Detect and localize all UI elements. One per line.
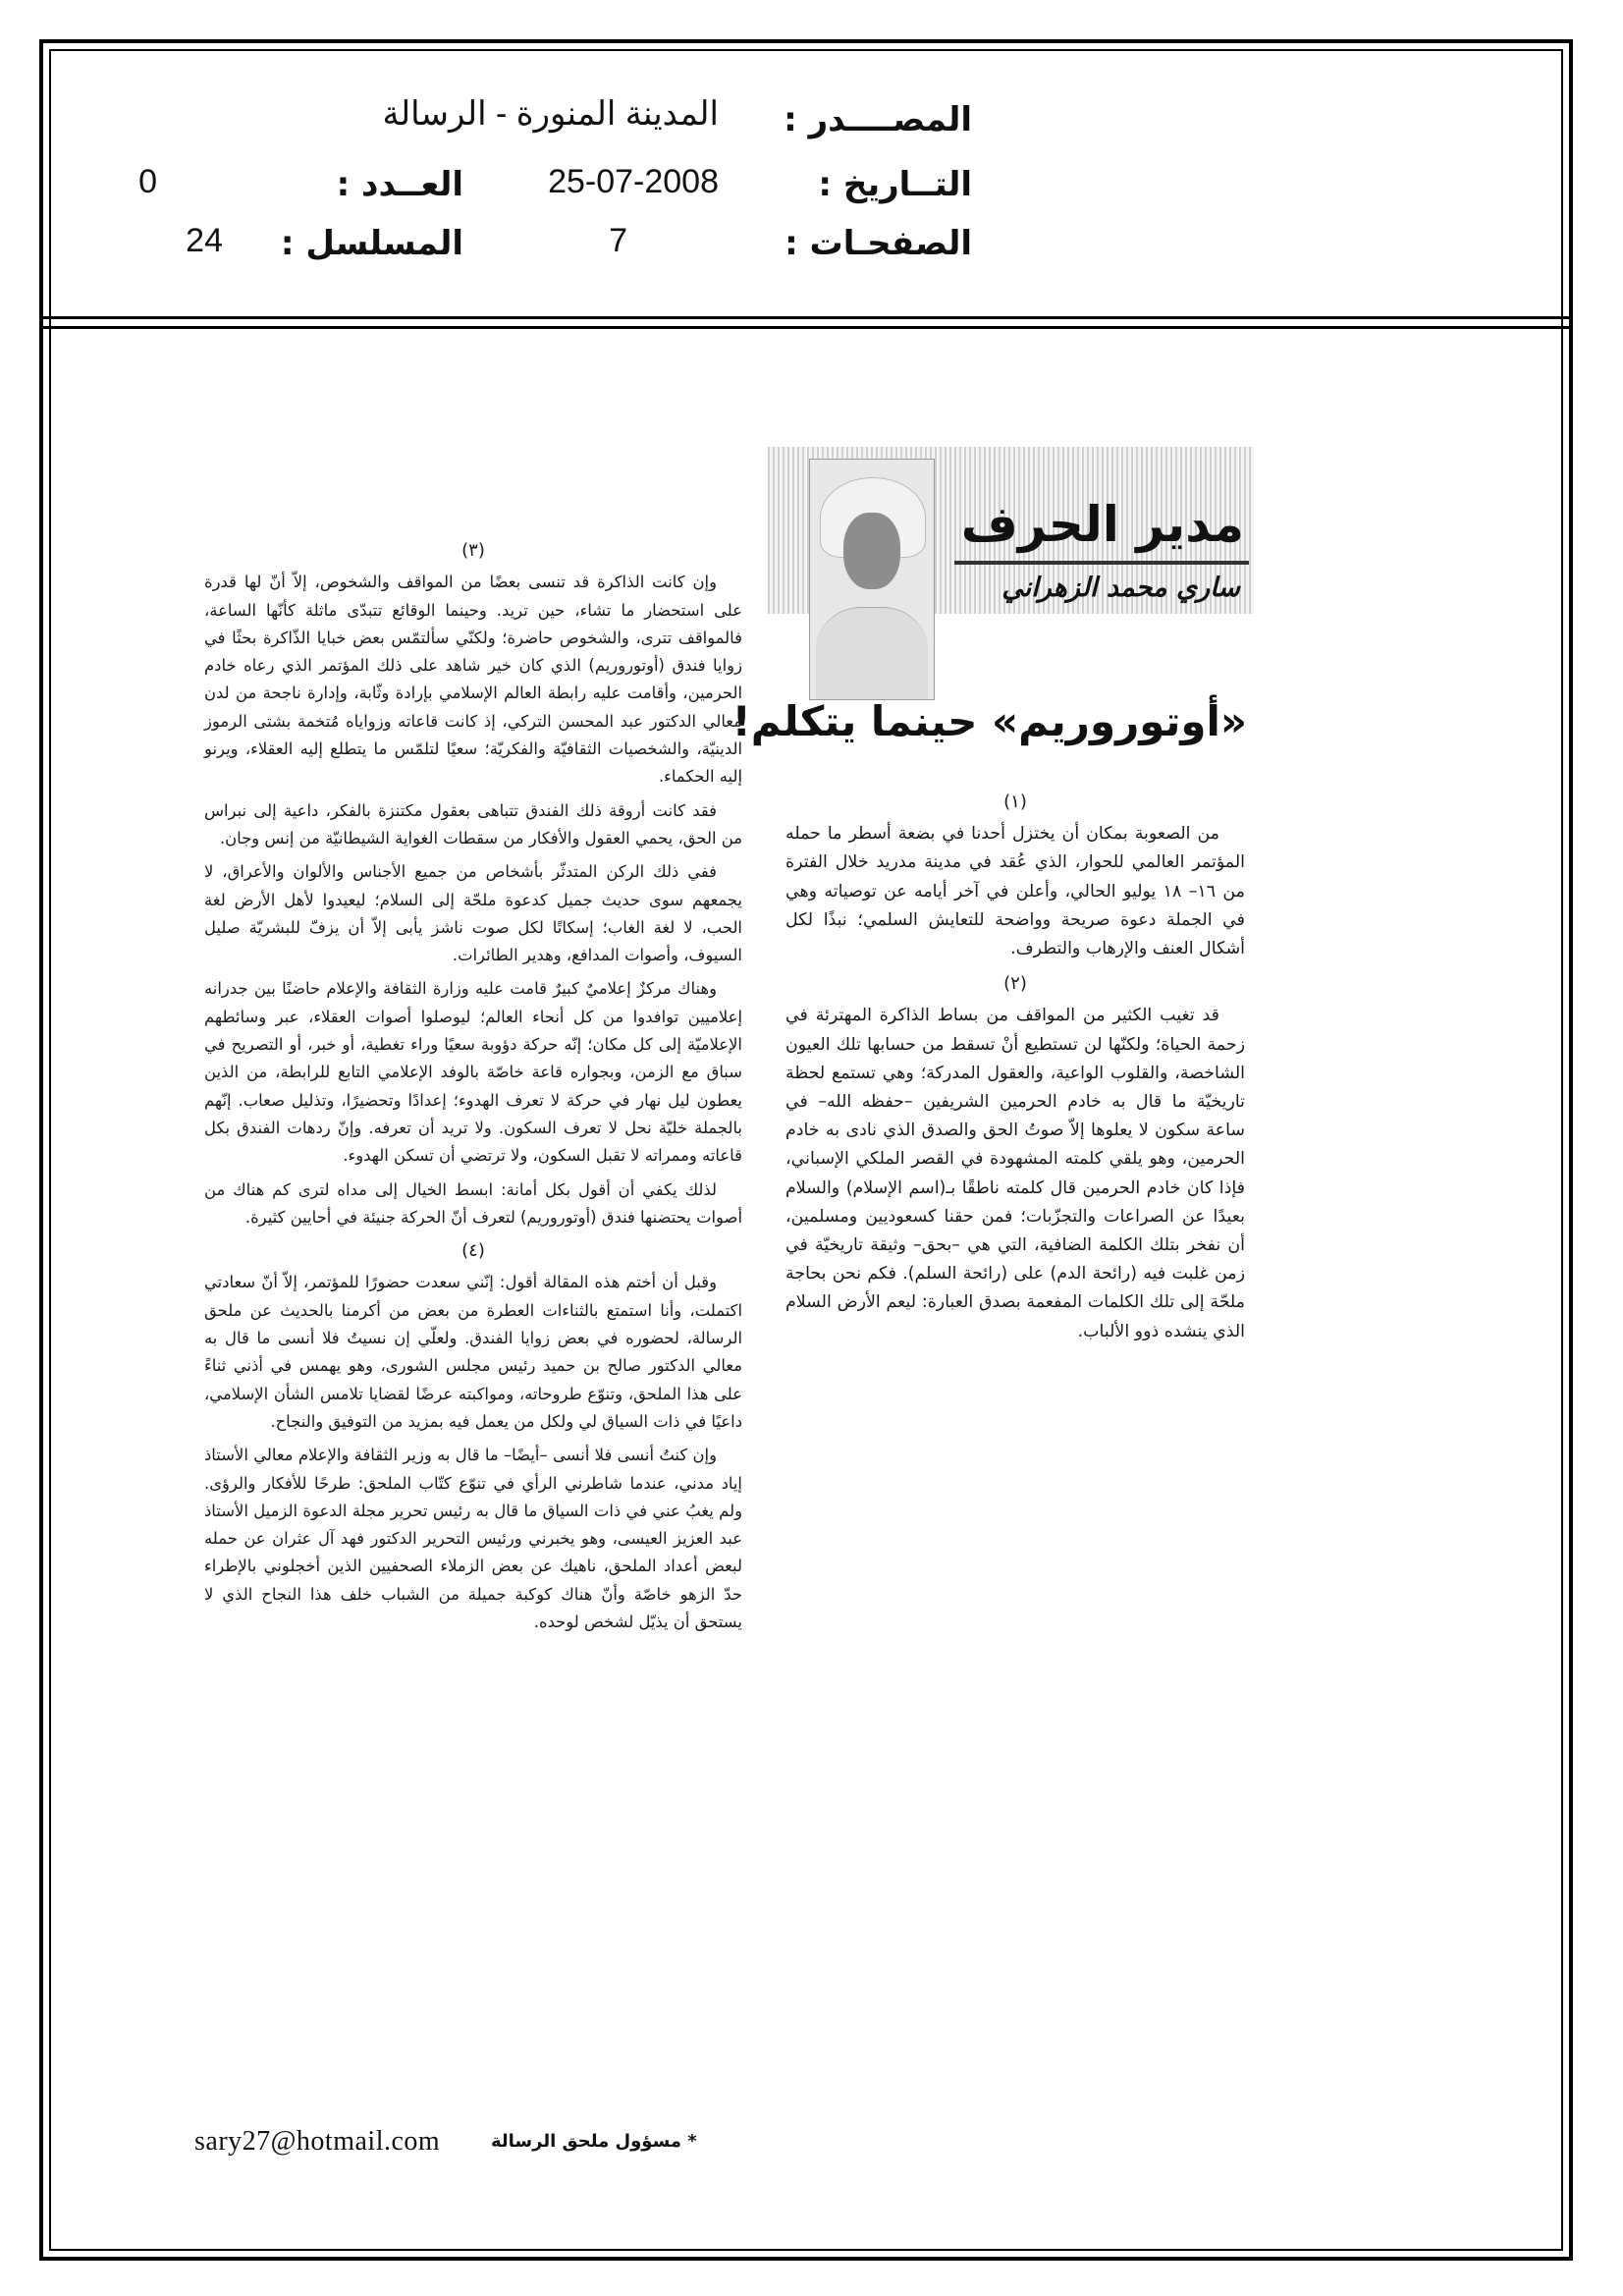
pages-label: الصفحـات :	[784, 224, 972, 263]
right-column	[785, 786, 1245, 1352]
date-value: 25-07-2008	[548, 163, 719, 200]
issue-label: العــدد :	[336, 165, 463, 204]
header-divider-2	[43, 326, 1569, 329]
paragraph: قد تغيب الكثير من المواقف من بساط الذاكرة المهترئة في زحمة الحياة؛ ولكنّها لن تستطيع أنْ تسقط من حسابها تلك العيون الشاخصة، والقلوب الواعية، والعقول المدركة؛ وهي تستمع لحظة تاريخيّة ما قال به خادم الحرمين الشريفين –حفظه الله– في ساعة سكون لا يعلوها إلاّ صوتُ الحق والصدق الذي نادى به خادم الحرمين، وهو يلقي كلمته المشهودة في القصر الملكي الإسباني، فإذا كان خادم الحرمين قال كلمته ناطقًا بـ(اسم الإسلام) والسلام بعيدًا عن الصراعات والتجزّبات؛ فمن حقنا كسعوديين ومسلمين، أن نفخر بتلك الكلمة الضافية، التي هي –بحق– وثيقة تاريخيّة في زمن غلبت فيه (رائحة الدم) على (رائحة السلم). فكم نحن بحاجة ملحّة إلى تلك الكلمات المفعمة بصدق العبارة: ليعم الأرض السلام الذي ينشده ذوو الألباب.	[785, 1006, 1245, 1341]
column-title: مدير الحرف	[960, 496, 1244, 553]
paragraph: وإن كانت الذاكرة قد تنسى بعضًا من المواقف والشخوص، إلاّ أنّ لها قدرة على استحضار ما تشاء، حين تريد. وحينما الوقائع تتبدّى ماثلة كأنّها الساعة، فالمواقف تترى، والشخوص حاضرة؛ ولكنّي سألتمّس بعض خبايا الذّاكرة بحثًا في زوايا فندق (أوتوروريم) الذي كان خير شاهد على ذلك المؤتمر الذي رعاه خادم الحرمين، وأقامت عليه رابطة العالم الإسلامي بإرادة وثّابة، وإدارة ناجحة من لدن معالي الدكتور عبد المحسن التركي، إذ كانت قاعاته وزواياه مُتخمة بشتى الرموز الدينيّة، والشخصيات الثقافيّة والفكريّة؛ سعيًا لتلمّس ما يتطلع إليه العقلاء، ويرنو إليه الحكماء.	[204, 573, 742, 787]
author-photo	[809, 459, 935, 700]
source-label: المصــــدر :	[784, 100, 972, 139]
paragraph: لذلك يكفي أن أقول بكل أمانة: ابسط الخيال إلى مداه لترى كم هناك من أصوات يحتضنها فندق (أوتوروريم) لتعرف أنّ الحركة جنيئة في أحايين كثيرة.	[204, 1179, 742, 1227]
author-role: * مسؤول ملحق الرسالة	[491, 2131, 697, 2152]
source-value: المدينة المنورة - الرسالة	[382, 95, 719, 133]
paragraph: وقبل أن أختم هذه المقالة أقول: إنّني سعدت حضورًا للمؤتمر، إلاّ أنّ سعادتي اكتملت، وأنا استمتع بالثناءات العطرة من بعض من أكرمنا بالحديث عن ملحق الرسالة، لحضوره في بعض زوايا الفندق. ولعلّي إن نسيتُ فلا أنسى ما قال به معالي الدكتور صالح بن حميد رئيس مجلس الشورى، وهو يهمس في أذني ثناءً على هذا الملحق، وتنوّع طروحاته، ومواكبته عرضًا لقضايا تلامس الشأن الإسلامي، داعيًا في ذات السياق لي ولكل من يعمل فيه بمزيد من التوفيق والنجاح.	[204, 1273, 742, 1431]
article-headline: «أوتوروريم» حينما يتكلم!	[731, 697, 1247, 745]
serial-label: المسلسل :	[280, 224, 463, 263]
paragraph: وإن كنتُ أنسى فلا أنسى –أيضًا– ما قال به وزير الثقافة والإعلام معالي الأستاذ إياد مدني، عندما شاطرني الرأي في تنوّع كتّاب الملحق: طرحًا للأفكار والرؤى. ولم يغبُ عني في ذات السياق ما قال به رئيس تحرير مجلة الدعوة الزميل الأستاذ عبد العزيز العيسى، وهو يخبرني ورئيس التحرير الدكتور فهد آل عثران عن حمله لبعض أعداد الملحق، ناهيك عن بعض الزملاء الصحفيين الذين أخجلوني بالإطراء حدّ الزهو خاصّة وأنّ هناك كوكبة جميلة من الشباب خلف هذا النجاح الذي لا يستحق أن يذيّل لشخص لوحده.	[204, 1446, 742, 1631]
paragraph: من الصعوبة بمكان أن يختزل أحدنا في بضعة أسطر ما حمله المؤتمر العالمي للحوار، الذي عُقد في مدينة مدريد خلال الفترة من ١٦– ١٨ يوليو الحالي، وأعلن في آخر أيامه عن توصياته وهي في الجملة دعوة صريحة وواضحة للتعايش السلمي؛ نبذًا لكل أشكال العنف والإرهاب والتطرف.	[785, 824, 1245, 959]
column-banner	[768, 447, 1254, 700]
section-number: (٤)	[461, 1240, 485, 1262]
author-email: sary27@hotmail.com	[194, 2126, 441, 2157]
section-number: (٣)	[461, 540, 485, 561]
section-number: (٢)	[1003, 973, 1027, 995]
paragraph: ففي ذلك الركن المتدثّر بأشخاص من جميع الأجناس والألوان والأعراق، لا يجمعهم سوى حديث جميل كدعوة ملحّة إلى السلام؛ ليعيدوا لأهل الأرض لغة الحب، لا لغة الغاب؛ إسكاتًا لكل صوت ناشز يأبى إلاّ أن يزفّ للبشريّة صليل السيوف، وأصوات المدافع، وهدير الطائرات.	[204, 862, 742, 965]
header-divider	[43, 316, 1569, 319]
left-column	[204, 535, 742, 1642]
author-name: ساري محمد الزهراني	[1001, 573, 1240, 603]
issue-value: 0	[138, 163, 157, 200]
paragraph: فقد كانت أروقة ذلك الفندق تتباهى بعقول مكتنزة بالفكر، داعية إلى نبراس من الحق، يحمي العقول والأفكار من سقطات الغواية الشيطانيّة من إنس وجان.	[204, 800, 742, 847]
pages-value: 7	[609, 222, 627, 259]
serial-value: 24	[186, 222, 223, 259]
title-underline	[954, 561, 1249, 565]
paragraph: وهناك مركزٌ إعلاميٌ كبيرٌ قامت عليه وزارة الثقافة والإعلام حاضنًا بين جدرانه إعلاميين توافدوا من كل أنحاء العالم؛ ليوصلوا أصوات العقلاء، عبر وسائطهم الإعلاميّة إلى كل مكان؛ إنّه حركة دؤوبة سعيًا وراء تغطية، أو خبر، أو التصريح في سباق مع الزمن، وبجواره قاعة خاصّة بالوفد الإعلامي التابع للرابطة، من الذين يعطون ليل نهار في حركة لا تعرف الهدوء؛ إعدادًا وتحضيرًا، وتذليل صعاب. إنّهم بالجملة خليّة نحل لا تعرف السكون. ولا تريد أن تعرفه. وإنّ ردهات الفندق بكل قاعاته وممراته لا تقبل السكون، ولا ترتضي أن تسكن الهدوء.	[204, 979, 742, 1166]
clipping-header	[49, 49, 1563, 319]
date-label: التــاريخ :	[818, 165, 972, 204]
section-number: (١)	[1003, 792, 1027, 812]
